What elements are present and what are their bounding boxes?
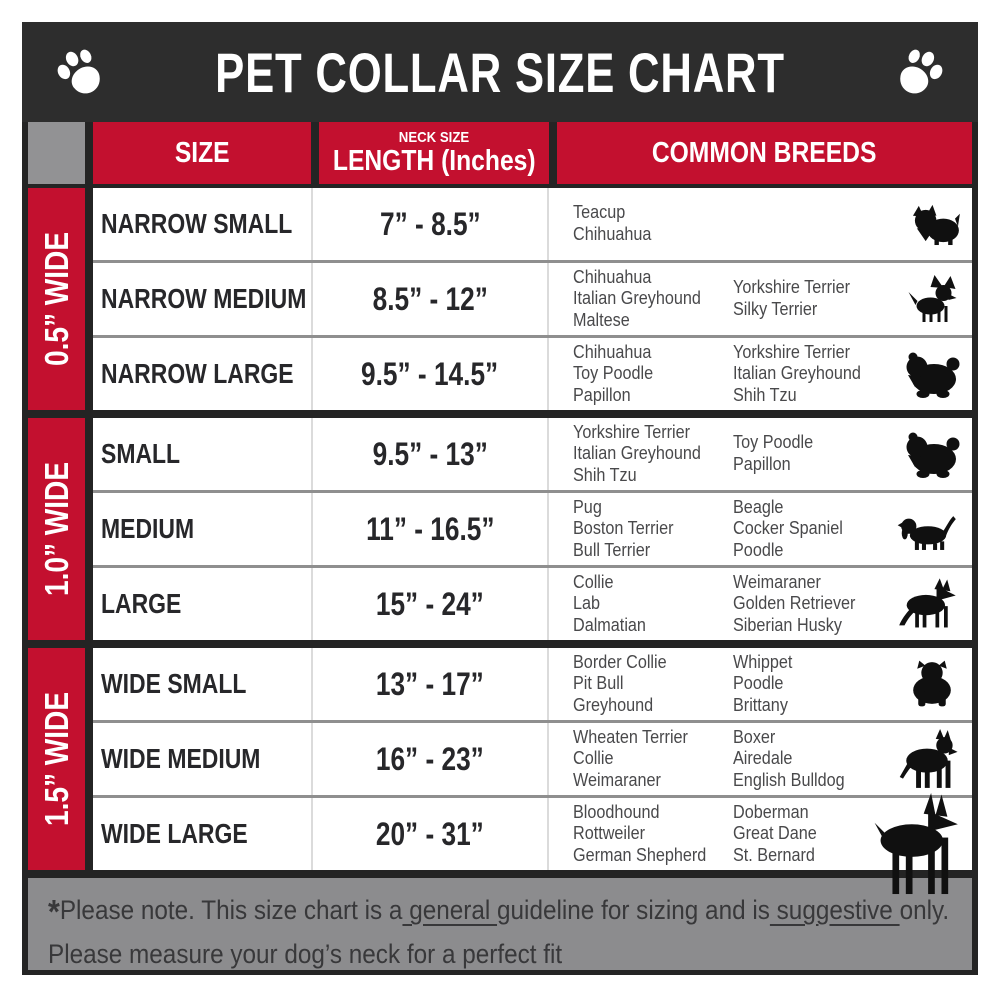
table-row	[93, 338, 972, 410]
breed-name: Bull Terrier	[573, 539, 651, 560]
breeds-cell	[549, 418, 972, 490]
breed-list	[573, 802, 717, 867]
breeds-cell	[549, 568, 972, 640]
breed-list	[573, 497, 717, 562]
bulldog-icon	[904, 658, 960, 710]
breed-name: Teacup	[573, 202, 626, 223]
yorkshire-terrier-icon	[906, 202, 960, 246]
breed-name: Rottweiler	[573, 823, 646, 844]
breed-name: Maltese	[573, 309, 630, 330]
breed-name: Toy Poodle	[733, 432, 814, 453]
chihuahua-icon	[904, 274, 960, 324]
breed-name: Shih Tzu	[573, 464, 637, 485]
breed-name: Greyhound	[573, 694, 654, 715]
breeds-cell	[549, 798, 972, 870]
length-cell: 9.5” - 14.5”	[361, 355, 499, 392]
size-cell: NARROW MEDIUM	[101, 283, 307, 314]
width-band-1-0: 1.0” WIDE	[28, 418, 85, 640]
header-row	[28, 122, 972, 184]
breeds-cell	[549, 723, 972, 795]
pekingese-icon	[900, 428, 960, 480]
width-group-0-5	[28, 188, 972, 410]
size-cell: LARGE	[101, 588, 182, 619]
note-line-2: Please measure your dog’s neck for a perfect fit	[48, 938, 563, 969]
breed-name: Beagle	[733, 496, 784, 517]
pit-bull-icon	[894, 729, 960, 789]
german-shepherd-icon	[896, 577, 960, 631]
breed-name: Poodle	[733, 539, 784, 560]
breed-name: Weimaraner	[733, 571, 821, 592]
breed-list	[573, 727, 717, 792]
width-group-1-0	[28, 418, 972, 640]
breed-name: Poodle	[733, 673, 784, 694]
breeds-cell	[549, 493, 972, 565]
table-row	[93, 568, 972, 640]
size-cell: NARROW LARGE	[101, 358, 294, 389]
breed-name: Great Dane	[733, 823, 817, 844]
breed-name: Chihuahua	[573, 266, 652, 287]
size-cell: SMALL	[101, 438, 181, 469]
breed-name: Chihuahua	[573, 224, 652, 244]
breeds-cell	[549, 338, 972, 410]
breed-name: Wheaten Terrier	[573, 726, 688, 747]
size-cell: WIDE LARGE	[101, 818, 248, 849]
size-cell: NARROW SMALL	[101, 208, 293, 239]
breed-name: Bloodhound	[573, 801, 660, 822]
breed-name: German Shepherd	[573, 844, 707, 865]
page-title: PET COLLAR SIZE CHART	[215, 40, 785, 104]
length-cell: 11” - 16.5”	[365, 510, 495, 547]
size-chart	[22, 22, 978, 975]
paw-icon	[890, 43, 948, 101]
shih-tzu-icon	[900, 348, 960, 400]
breed-name: Papillon	[733, 454, 791, 474]
breeds-cell	[549, 648, 972, 720]
breed-name: Papillon	[573, 384, 631, 405]
breeds-cell	[549, 263, 972, 335]
table-row	[93, 648, 972, 720]
breed-name: English Bulldog	[733, 769, 845, 790]
column-header-neck-length: NECK SIZE LENGTH (Inches)	[319, 122, 549, 184]
breed-name: Lab	[573, 593, 601, 614]
breed-name: Italian Greyhound	[573, 443, 701, 464]
note-line-1: *Please note. This size chart is a general guideline for sizing and is suggestive only.	[48, 893, 950, 931]
breed-list	[573, 202, 717, 245]
breed-name: Shih Tzu	[733, 384, 797, 405]
length-cell: 7” - 8.5”	[379, 205, 481, 242]
breed-name: Pit Bull	[573, 673, 624, 694]
asterisk-mark: *	[48, 893, 60, 931]
length-cell: 15” - 24”	[376, 585, 484, 622]
length-cell: 8.5” - 12”	[372, 280, 488, 317]
table-row	[93, 493, 972, 565]
breed-name: Dalmatian	[573, 614, 646, 635]
breed-list	[573, 572, 717, 637]
size-cell: WIDE SMALL	[101, 668, 247, 699]
paw-icon	[52, 43, 110, 101]
title-bar	[22, 22, 978, 122]
breed-name: Weimaraner	[573, 769, 661, 790]
header-corner	[28, 122, 85, 184]
width-group-1-5	[28, 648, 972, 870]
breeds-cell	[549, 188, 972, 260]
column-header-common-breeds: COMMON BREEDS	[557, 122, 972, 184]
breed-name: St. Bernard	[733, 844, 815, 865]
breed-name: Cocker Spaniel	[733, 518, 843, 539]
breed-name: Golden Retriever	[733, 593, 856, 614]
breed-name: Chihuahua	[573, 341, 652, 362]
column-header-size: SIZE	[93, 122, 311, 184]
table-row	[93, 723, 972, 795]
table-area	[22, 122, 978, 976]
beagle-icon	[894, 505, 960, 553]
length-cell: 16” - 23”	[376, 740, 484, 777]
breed-name: Collie	[573, 748, 614, 769]
breed-list	[573, 267, 717, 332]
breed-name: Siberian Husky	[733, 614, 842, 635]
breed-list	[573, 422, 717, 487]
breed-name: Yorkshire Terrier	[733, 277, 851, 298]
breed-name: Boston Terrier	[573, 518, 674, 539]
breed-name: Silky Terrier	[733, 299, 818, 319]
breed-name: Brittany	[733, 694, 788, 715]
size-cell: MEDIUM	[101, 513, 195, 544]
breed-name: Toy Poodle	[573, 363, 654, 384]
breed-name: Yorkshire Terrier	[573, 421, 691, 442]
breed-name: Airedale	[733, 748, 793, 769]
breed-name: Italian Greyhound	[733, 363, 861, 384]
table-row	[93, 418, 972, 490]
breed-list	[573, 652, 717, 717]
breed-name: Yorkshire Terrier	[733, 341, 851, 362]
breed-name: Doberman	[733, 801, 809, 822]
breed-name: Pug	[573, 496, 602, 517]
length-cell: 13” - 17”	[376, 665, 484, 702]
width-band-0-5: 0.5” WIDE	[28, 188, 85, 410]
breed-list	[573, 342, 717, 407]
table-row	[93, 188, 972, 260]
breed-name: Boxer	[733, 726, 776, 747]
table-row	[93, 263, 972, 335]
breed-name: Collie	[573, 571, 614, 592]
table-row	[93, 798, 972, 870]
length-cell: 9.5” - 13”	[372, 435, 488, 472]
doberman-icon	[864, 793, 964, 897]
note-bar	[28, 878, 972, 970]
size-cell: WIDE MEDIUM	[101, 743, 261, 774]
breed-name: Italian Greyhound	[573, 288, 701, 309]
breed-name: Whippet	[733, 651, 793, 672]
breed-name: Border Collie	[573, 651, 667, 672]
width-band-1-5: 1.5” WIDE	[28, 648, 85, 870]
length-cell: 20” - 31”	[376, 815, 484, 852]
